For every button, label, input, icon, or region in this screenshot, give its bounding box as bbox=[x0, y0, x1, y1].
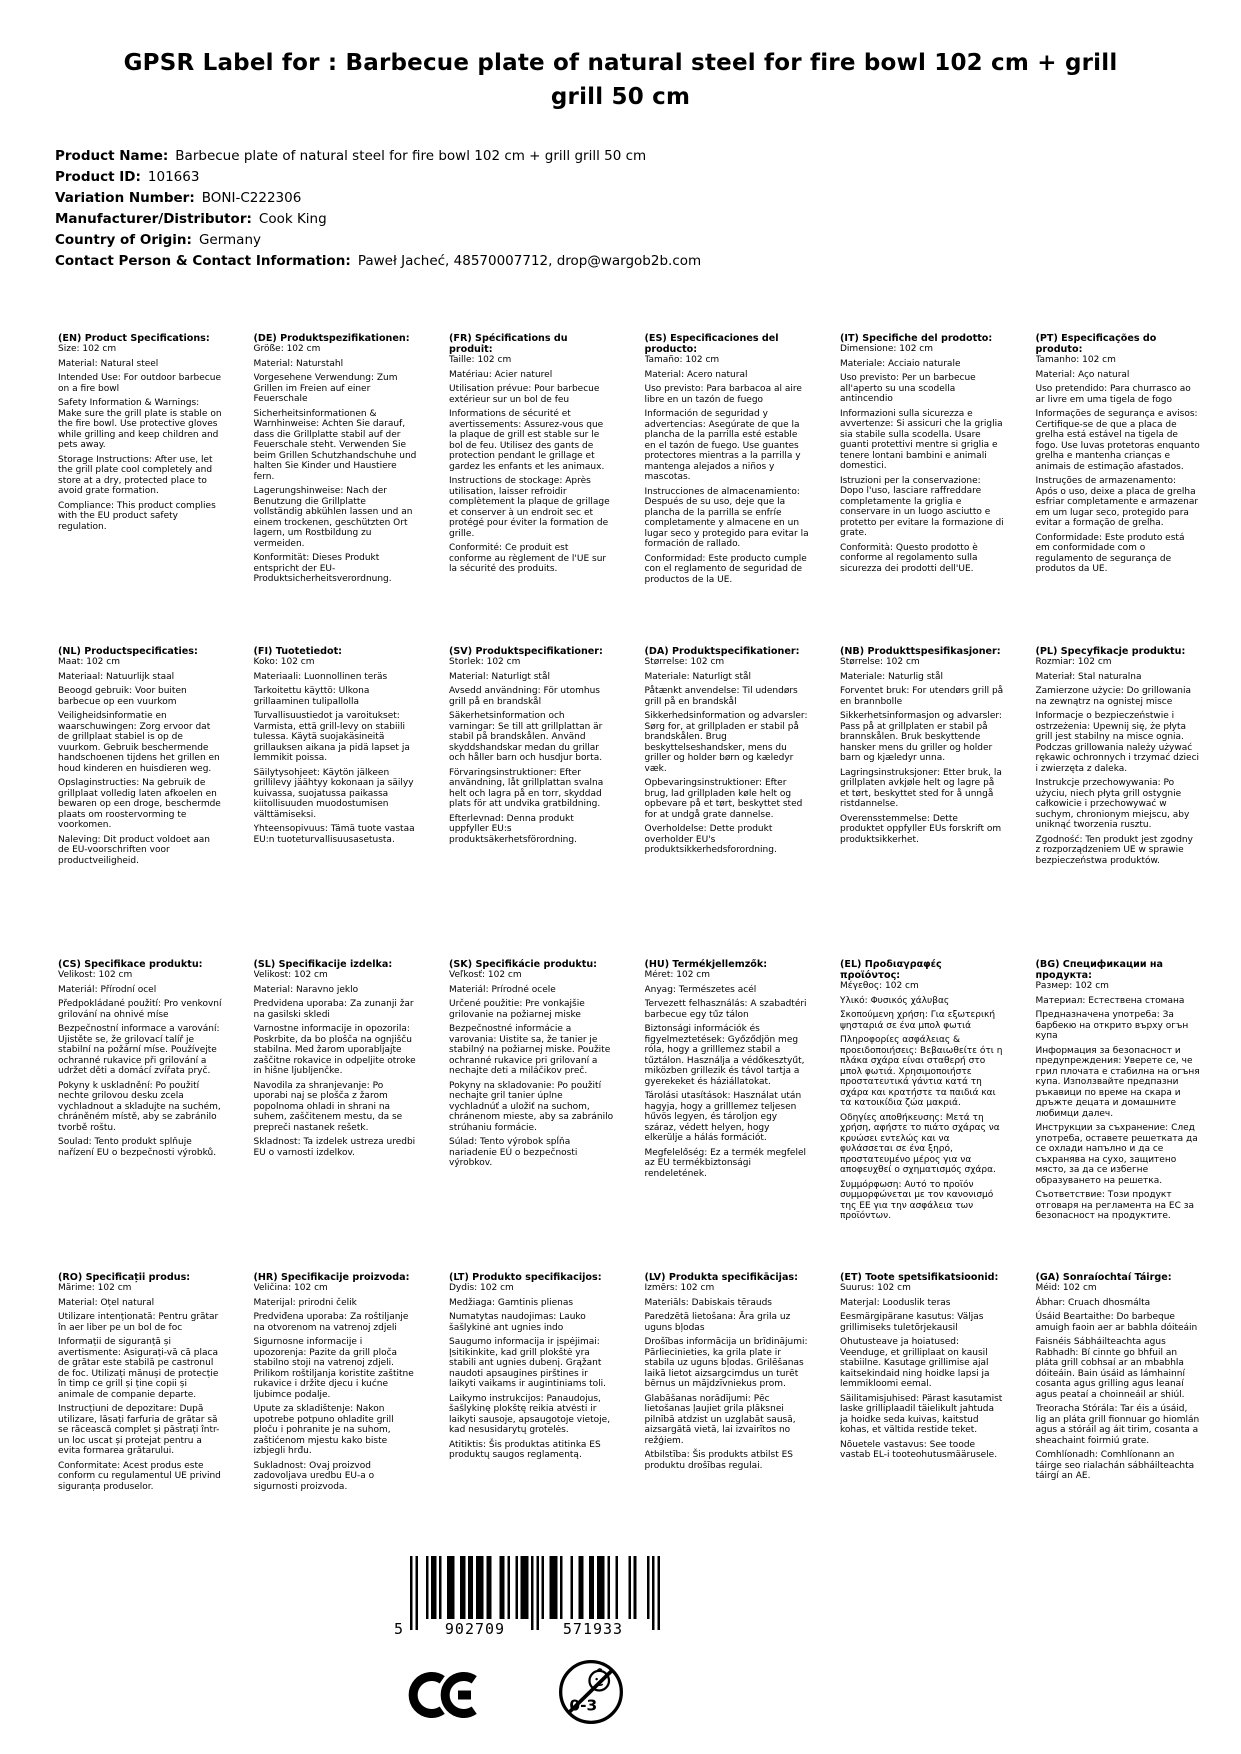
spec-block-da bbox=[645, 646, 810, 959]
spec-paragraph: Soulad: Tento produkt splňuje nařízení EU o bezpečnosti výrobků. bbox=[58, 1137, 217, 1158]
product-id-value: 101663 bbox=[147, 169, 200, 185]
manufacturer-label: Manufacturer/Distributor: bbox=[55, 211, 252, 227]
spec-header-bg: (BG) Спецификации на продукта: bbox=[1035, 959, 1164, 981]
spec-header-lt: (LT) Produkto specifikacijos: bbox=[449, 1272, 602, 1283]
spec-paragraph: Instructions de stockage: Après utilisation, laisser refroidir complètement la plaque de grillage et conserver à un endroit sec et protégé pour éviter la formation de grille. bbox=[449, 476, 610, 539]
spec-paragraph: Информация за безопасност и предупреждения: Уверете се, че грил плочата е стабилна на огъня купа. Използвайте предпазни ръкавици по време на скара и дръжте децата и домашните любимци далеч. bbox=[1035, 1045, 1200, 1119]
spec-paragraph: Materijal: prirodni čelik bbox=[253, 1297, 357, 1308]
spec-paragraph: Yhteensopivuus: Tämä tuote vastaa EU:n tuoteturvallisuusasetusta. bbox=[253, 824, 415, 845]
spec-paragraph: Méid: 102 cm bbox=[1035, 1283, 1097, 1293]
spec-header-fr: (FR) Spécifications du produit: bbox=[449, 333, 568, 355]
spec-block-sk bbox=[449, 959, 614, 1272]
spec-header-et: (ET) Toote spetsifikatsioonid: bbox=[840, 1272, 999, 1283]
spec-paragraph: Rozmiar: 102 cm bbox=[1035, 657, 1112, 667]
spec-paragraph: Bezpečnostní informace a varování: Ujistěte se, že grilovací talíř je stabilní na požární míse. Používejte ochranné rukavice při grilování a udržet děti a domácí zvířata pryč. bbox=[58, 1024, 220, 1076]
spec-paragraph: Numatytas naudojimas: Lauko šašlykinė ant ugnies indo bbox=[449, 1312, 586, 1333]
spec-paragraph: Størrelse: 102 cm bbox=[644, 657, 725, 667]
spec-header-el: (EL) Προδιαγραφές προϊόντος: bbox=[840, 959, 942, 981]
spec-paragraph: Atitiktis: Šis produktas atitinka ES produktų saugos reglamentą. bbox=[449, 1439, 601, 1460]
spec-block-pt bbox=[1036, 333, 1201, 646]
spec-paragraph: Koko: 102 cm bbox=[253, 657, 315, 667]
spec-paragraph: Materiale: Acciaio naturale bbox=[840, 358, 961, 369]
spec-paragraph: Drošības informācija un brīdinājumi: Pārliecinieties, ka grila plate ir stabila uz uguns bļodas. Grilēšanas laikā lietot aizsargcimdus un turēt bērnus un mājdzīvniekus prom. bbox=[644, 1337, 808, 1389]
spec-paragraph: Upute za skladištenje: Nakon upotrebe potpuno ohladite grill ploču i pohranite je na suhom, zaštićenom mjestu kako biste izbjegli hrđu. bbox=[253, 1404, 394, 1456]
spec-header-lv: (LV) Produkta specifikācijas: bbox=[644, 1272, 798, 1283]
ce-mark-icon bbox=[406, 1668, 480, 1722]
spec-paragraph: Påtænkt anvendelse: Til udendørs grill på en brandskål bbox=[644, 686, 798, 707]
product-id-label: Product ID: bbox=[55, 169, 141, 185]
spec-block-ro bbox=[58, 1272, 223, 1585]
spec-paragraph: Compliance: This product complies with the EU product safety regulation. bbox=[58, 500, 216, 532]
spec-paragraph: Opbevaringsinstruktioner: Efter brug, lad grillpladen køle helt og opbevare på et tørt, beskyttet sted for at undgå grate dannelse. bbox=[644, 778, 803, 820]
spec-paragraph: Materiaali: Luonnollinen teräs bbox=[253, 671, 388, 682]
spec-paragraph: Инструкции за съхранение: След употреба, оставете решетката да се охлади напълно и да се съхранява на сухо, защитено място, за да се избегне образуването на решетка. bbox=[1035, 1123, 1198, 1186]
spec-paragraph: Bezpečnostné informácie a varovania: Uistite sa, že tanier je stabilný na požiarnej miske. Použite ochranné rukavice pri grilovaní a nechajte deti a miláčikov preč. bbox=[449, 1024, 611, 1076]
variation-number-row bbox=[55, 188, 1201, 209]
spec-paragraph: Materiał: Stal naturalna bbox=[1035, 671, 1142, 682]
spec-paragraph: Uso previsto: Para barbacoa al aire libre en un tazón de fuego bbox=[644, 384, 802, 405]
spec-paragraph: Navodila za shranjevanje: Po uporabi naj se plošča z žarom popolnoma ohladi in shrani na suhem, zaščitenem mestu, da se prepreči nastanek rešetk. bbox=[253, 1080, 403, 1133]
spec-paragraph: Υλικό: Φυσικός χάλυβας bbox=[840, 995, 950, 1006]
spec-paragraph: Konformität: Dieses Produkt entspricht der EU-Produktsicherheitsverordnung. bbox=[253, 553, 392, 584]
spec-paragraph: Skladnost: Ta izdelek ustreza uredbi EU o varnosti izdelkov. bbox=[253, 1137, 416, 1158]
spec-paragraph: Material: Natural steel bbox=[58, 358, 159, 369]
spec-header-pt: (PT) Especificações do produto: bbox=[1035, 333, 1157, 355]
spec-paragraph: Lagerungshinweise: Nach der Benutzung die Grillplatte vollständig abkühlen lassen und an einem trockenen, geschützten Ort lagern, um Rostbildung zu vermeiden. bbox=[253, 486, 413, 549]
page-title: GPSR Label for : Barbecue plate of natural steel for fire bowl 102 cm + grill grill 50 cm bbox=[123, 50, 1118, 110]
spec-paragraph: Zamierzone użycie: Do grillowania na zewnątrz na ognistej misce bbox=[1035, 686, 1191, 707]
contact-label: Contact Person & Contact Information: bbox=[55, 253, 351, 269]
spec-paragraph: Eesmärgipärane kasutus: Väljas grillimiseks tuletõrjekausil bbox=[840, 1312, 984, 1333]
spec-paragraph: Matériau: Acier naturel bbox=[449, 369, 553, 380]
spec-paragraph: Dydis: 102 cm bbox=[449, 1283, 514, 1293]
spec-paragraph: Material: Aço natural bbox=[1035, 369, 1130, 380]
spec-paragraph: Izmērs: 102 cm bbox=[644, 1283, 715, 1293]
spec-paragraph: Atbilstība: Šis produkts atbilst ES produktu drošības regulai. bbox=[644, 1450, 794, 1471]
spec-header-hu: (HU) Termékjellemzők: bbox=[644, 959, 768, 970]
spec-paragraph: Sukladnost: Ovaj proizvod zadovoljava uredbu EU-a o sigurnosti proizvoda. bbox=[253, 1460, 375, 1492]
manufacturer-row bbox=[55, 209, 1201, 230]
spec-paragraph: Materiál: Přírodní ocel bbox=[58, 984, 157, 995]
product-name-row bbox=[55, 146, 1201, 167]
spec-paragraph: Overensstemmelse: Dette produktet oppfyller EUs forskrift om produktsikkerhet. bbox=[840, 813, 1002, 845]
spec-header-it: (IT) Specifiche del prodotto: bbox=[840, 333, 993, 344]
spec-block-en bbox=[58, 333, 223, 646]
spec-paragraph: Informations de sécurité et avertissements: Assurez-vous que la plaque de grill est stable sur le bol de feu. Utilisez des gants de protection pendant le grillage et gardez les enfants et les animaux. bbox=[449, 409, 605, 472]
spec-paragraph: Utilisation prévue: Pour barbecue extérieur sur un bol de feu bbox=[449, 384, 600, 405]
spec-header-sv: (SV) Produktspecifikationer: bbox=[449, 646, 603, 657]
spec-paragraph: Μέγεθος: 102 cm bbox=[840, 981, 919, 991]
spec-paragraph: Säilitamisjuhised: Pärast kasutamist laske grilliplaadil täielikult jahtuda ja hoidke seda kuivas, kaitstud kohas, et vältida restide teket. bbox=[840, 1393, 1003, 1435]
country-of-origin-label: Country of Origin: bbox=[55, 232, 192, 248]
spec-block-es bbox=[645, 333, 810, 646]
spec-header-ga: (GA) Sonraíochtaí Táirge: bbox=[1035, 1272, 1172, 1283]
spec-paragraph: Размер: 102 cm bbox=[1035, 981, 1109, 991]
spec-paragraph: Opslaginstructies: Na gebruik de grillplaat volledig laten afkoelen en bewaren op een droge, beschermde plaats om roostervorming te voorkomen. bbox=[58, 778, 221, 830]
spec-paragraph: Material: Oțel natural bbox=[58, 1297, 155, 1308]
spec-paragraph: Mărime: 102 cm bbox=[58, 1283, 132, 1293]
spec-block-it bbox=[840, 333, 1005, 646]
spec-header-nl: (NL) Productspecificaties: bbox=[58, 646, 198, 657]
manufacturer-value: Cook King bbox=[258, 211, 327, 227]
spec-paragraph: Sikkerhetsinformasjon og advarsler: Pass på at grillplaten er stabil på brannskålen. Bruk beskyttende hansker mens du griller og holder barn og kjæledyr unna. bbox=[840, 711, 1002, 763]
spec-header-hr: (HR) Specifikacije proizvoda: bbox=[253, 1272, 410, 1283]
spec-block-fi bbox=[254, 646, 419, 959]
spec-paragraph: Materiaal: Natuurlijk staal bbox=[58, 671, 175, 682]
spec-paragraph: Instrukcje przechowywania: Po użyciu, niech płyta grill ostygnie całkowicie i przechowywać w suchym, chronionym miejscu, aby uniknąć tworzenia rusztu. bbox=[1035, 778, 1190, 830]
spec-paragraph: Súlad: Tento výrobok spĺňa nariadenie EÚ o bezpečnosti výrobkov. bbox=[449, 1137, 578, 1168]
product-name-label: Product Name: bbox=[55, 148, 169, 164]
spec-paragraph: Glabāšanas norādījumi: Pēc lietošanas ļaujiet grila plāksnei pilnībā atdzist un uzglabāt sausā, aizsargātā vietā, lai izvairītos no režģiem. bbox=[644, 1393, 796, 1446]
spec-paragraph: Naleving: Dit product voldoet aan de EU-voorschriften voor productveiligheid. bbox=[58, 834, 210, 866]
spec-paragraph: Größe: 102 cm bbox=[253, 344, 321, 354]
spec-paragraph: Pokyny na skladovanie: Po použití nechajte gril tanier úplne vychladnúť a uložiť na suchom, chránenom mieste, aby sa zabránilo strúhaniu formácie. bbox=[449, 1080, 614, 1133]
barcode-digit-right: 571933 bbox=[562, 1620, 624, 1638]
spec-paragraph: Ohutusteave ja hoiatused: Veenduge, et grilliplaat on kausil stabiilne. Kasutage grillimise ajal kaitsekindaid ning hoidke lapsi ja lemmikloomi eemal. bbox=[840, 1337, 990, 1389]
spec-paragraph: Predviđena uporaba: Za roštiljanje na otvorenom na vatrenoj zdjeli bbox=[253, 1312, 409, 1333]
spec-paragraph: Materiāls: Dabiskais tērauds bbox=[644, 1297, 772, 1308]
spec-paragraph: Beoogd gebruik: Voor buiten barbecue op een vuurkom bbox=[58, 686, 187, 707]
spec-paragraph: Størrelse: 102 cm bbox=[840, 657, 920, 667]
spec-block-hr bbox=[254, 1272, 419, 1585]
spec-block-lt bbox=[449, 1272, 614, 1585]
variation-number-value: BONI-C222306 bbox=[201, 190, 302, 206]
spec-paragraph: Saugumo informacija ir įspėjimai: Įsitikinkite, kad grill plokštė yra stabili ant ugnies dubenį. Grąžant naudoti apsaugines pirštines ir laikyti vaikams ir augintiniams toli. bbox=[449, 1337, 607, 1389]
spec-paragraph: Určené použitie: Pre vonkajšie grilovanie na požiarnej miske bbox=[449, 999, 585, 1020]
barcode-digit-left: 902709 bbox=[444, 1620, 506, 1638]
spec-header-sl: (SL) Specifikacije izdelka: bbox=[253, 959, 393, 970]
spec-paragraph: Οδηγίες αποθήκευσης: Μετά τη χρήση, αφήστε το πιάτο σχάρας να κρυώσει εντελώς και να φυλάσσεται σε ένα ξηρό, προστατευμένο μέρος για να αποφευχθεί ο σχηματισμός σχάρα. bbox=[840, 1112, 1000, 1175]
spec-paragraph: Forventet bruk: For utendørs grill på en brannbolle bbox=[840, 686, 1004, 707]
spec-paragraph: Megfelelőség: Ez a termék megfelel az EU termékbiztonsági rendeletének. bbox=[644, 1147, 806, 1179]
spec-paragraph: Material: Naravno jeklo bbox=[253, 984, 359, 995]
spec-block-fr bbox=[449, 333, 614, 646]
spec-paragraph: Förvaringsinstruktioner: Efter användning, låt grillplattan svalna helt och lagra på en torr, skyddad plats för att undvika gratbildning. bbox=[449, 767, 604, 809]
spec-header-pl: (PL) Specyfikacje produktu: bbox=[1035, 646, 1186, 657]
spec-grid bbox=[58, 333, 1200, 1585]
spec-paragraph: Zgodność: Ten produkt jest zgodny z rozporządzeniem UE w sprawie bezpieczeństwa produktów. bbox=[1035, 834, 1193, 866]
spec-paragraph: Veiligheidsinformatie en waarschuwingen: Zorg ervoor dat de grillplaat stabiel is op de vuurkom. Gebruik beschermende handschoenen tijdens het grillen en houd kinderen en huisdieren weg. bbox=[58, 711, 220, 774]
product-id-row bbox=[55, 167, 1201, 188]
spec-paragraph: Säkerhetsinformation och varningar: Se till att grillplattan är stabil på brandskålen. Använd skyddshandskar medan du grillar och håller barn och husdjur borta. bbox=[449, 711, 603, 763]
spec-paragraph: Instruções de armazenamento: Após o uso, deixe a placa de grelha esfriar completamente e armazenar em um lugar seco, protegido para evitar a formação de grelha. bbox=[1035, 476, 1199, 528]
spec-paragraph: Conformidad: Este producto cumple con el reglamento de seguridad de productos de la UE. bbox=[644, 553, 807, 585]
barcode bbox=[394, 1556, 660, 1652]
spec-paragraph: Taille: 102 cm bbox=[449, 355, 512, 365]
spec-paragraph: Medžiaga: Gamtinis plienas bbox=[449, 1297, 574, 1308]
spec-paragraph: Συμμόρφωση: Αυτό το προϊόν συμμορφώνεται με τον κανονισμό της ΕΕ για την ασφάλεια των προϊόντων. bbox=[840, 1179, 994, 1221]
spec-header-nb: (NB) Produkttspesifikasjoner: bbox=[840, 646, 1001, 657]
spec-paragraph: Storage Instructions: After use, let the grill plate cool completely and store at a dry, protected place to avoid grate formation. bbox=[58, 454, 213, 496]
spec-block-bg bbox=[1036, 959, 1201, 1272]
spec-paragraph: Pokyny k uskladnění: Po použití nechte grilovou desku zcela vychladnout a skladujte na suchém, chráněném místě, aby se zabránilo tvorbě roštu. bbox=[58, 1080, 221, 1133]
spec-paragraph: Säilytysohjeet: Käytön jälkeen grillilevy jäähtyy kokonaan ja säilyy kuivassa, suojatussa paikassa kiitollisuuden muodostumisen välttämiseksi. bbox=[253, 767, 414, 820]
spec-paragraph: Méret: 102 cm bbox=[644, 970, 711, 980]
age-warning-icon bbox=[556, 1656, 626, 1728]
spec-paragraph: Material: Acero natural bbox=[644, 369, 748, 380]
spec-paragraph: Utilizare intenționată: Pentru grătar în aer liber pe un bol de foc bbox=[58, 1312, 219, 1333]
product-name-value: Barbecue plate of natural steel for fire bowl 102 cm + grill grill 50 cm bbox=[175, 148, 647, 164]
spec-paragraph: Safety Information & Warnings: Make sure the grill plate is stable on the fire bowl. Use protective gloves while grilling and keep children and pets away. bbox=[58, 398, 222, 450]
spec-paragraph: Material: Naturstahl bbox=[253, 358, 344, 369]
spec-paragraph: Nõuetele vastavus: See toode vastab EL-i tooteohutusmäärusele. bbox=[840, 1439, 998, 1460]
spec-paragraph: Istruzioni per la conservazione: Dopo l'uso, lasciare raffreddare completamente la griglia e conservare in un luogo asciutto e protetto per evitare la formazione di grate. bbox=[840, 475, 1004, 538]
spec-paragraph: Velikost: 102 cm bbox=[253, 970, 328, 980]
spec-header-fi: (FI) Tuotetiedot: bbox=[253, 646, 342, 657]
spec-paragraph: Intended Use: For outdoor barbecue on a fire bowl bbox=[58, 373, 221, 394]
spec-block-pl bbox=[1036, 646, 1201, 959]
spec-paragraph: Anyag: Természetes acél bbox=[644, 984, 757, 995]
spec-paragraph: Treoracha Stórála: Tar éis a úsáid, lig an pláta grill fionnuar go hiomlán agus a stóráil ag áit tirim, cosanta a sheachaint foirmiú grate. bbox=[1035, 1404, 1200, 1446]
spec-paragraph: Πληροφορίες ασφάλειας & προειδοποιήσεις: Βεβαιωθείτε ότι η πλάκα σχάρα είναι σταθερή στο μπολ φωτιά. Χρησιμοποιήστε προστατευτικά γάντια κατά τη σχάρα και κρατήστε τα παιδιά και τα κατοικίδια ζώα μακριά. bbox=[840, 1035, 1003, 1108]
spec-paragraph: Conformité: Ce produit est conforme au règlement de l'UE sur la sécurité des produits. bbox=[449, 543, 607, 574]
spec-header-da: (DA) Produktspecifikationer: bbox=[644, 646, 800, 657]
contact-row bbox=[55, 251, 1201, 272]
spec-paragraph: Laikymo instrukcijos: Panaudojus, šašlykinę plokštę reikia atvėsti ir laikyti sausoje, apsaugotoje vietoje, kad nesusidarytų grotelės. bbox=[449, 1393, 611, 1435]
spec-header-sk: (SK) Špecifikácie produktu: bbox=[449, 959, 598, 970]
contact-value: Paweł Jacheć, 48570007712, drop@wargob2b.com bbox=[357, 253, 702, 269]
spec-paragraph: Size: 102 cm bbox=[58, 344, 117, 354]
spec-paragraph: Úsáid Beartaithe: Do barbeque amuigh faoin aer ar babhla dóiteáin bbox=[1035, 1312, 1198, 1333]
spec-paragraph: Tarkoitettu käyttö: Ulkona grillaaminen tulipallolla bbox=[253, 686, 370, 707]
spec-block-de bbox=[254, 333, 419, 646]
spec-block-el bbox=[840, 959, 1005, 1272]
spec-paragraph: Faisnéis Sábháilteachta agus Rabhadh: Bí cinnte go bhfuil an pláta grill cobhsaí ar an mbabhla dóiteáin. Bain úsáid as lámhainní cosanta agus grilling agus leanaí agus peataí a choinneáil ar shiúl. bbox=[1035, 1337, 1185, 1400]
spec-paragraph: Materiale: Naturligt stål bbox=[644, 671, 752, 682]
spec-block-cs bbox=[58, 959, 223, 1272]
spec-paragraph: Sigurnosne informacije i upozorenja: Pazite da grill ploča stabilno stoji na vatrenoj zdjeli. Prilikom roštiljanja koristite zaštitne rukavice i držite djecu i kućne ljubimce podalje. bbox=[253, 1337, 414, 1400]
spec-paragraph: Instrucțiuni de depozitare: După utilizare, lăsați farfuria de grătar să se răcească complet și păstrați într-un loc uscat și protejat pentru a evita formarea grătarului. bbox=[58, 1404, 220, 1456]
spec-paragraph: Suurus: 102 cm bbox=[840, 1283, 911, 1293]
spec-paragraph: Vorgesehene Verwendung: Zum Grillen im Freien auf einer Feuerschale bbox=[253, 373, 398, 404]
spec-paragraph: Materiál: Prírodné ocele bbox=[449, 984, 556, 995]
spec-paragraph: Lagringsinstruksjoner: Etter bruk, la grillplaten avkjøle helt og lagre på et tørt, beskyttet sted for å unngå ristdannelse. bbox=[840, 767, 1002, 809]
spec-header-es: (ES) Especificaciones del producto: bbox=[644, 333, 779, 355]
spec-block-et bbox=[840, 1272, 1005, 1585]
spec-paragraph: Paredzētā lietošana: Āra grila uz uguns bļodas bbox=[644, 1312, 791, 1333]
spec-paragraph: Dimensione: 102 cm bbox=[840, 344, 934, 354]
spec-paragraph: Съответствие: Този продукт отговаря на регламента на ЕС за безопасност на продуктите. bbox=[1035, 1190, 1195, 1221]
spec-paragraph: Predvidena uporaba: Za zunanji žar na gasilski skledi bbox=[253, 999, 414, 1020]
spec-paragraph: Veličina: 102 cm bbox=[253, 1283, 328, 1293]
spec-paragraph: Comhlíonadh: Comhlíonann an táirge seo rialachán sábháilteachta táirgí an AE. bbox=[1035, 1450, 1195, 1481]
spec-paragraph: Uso pretendido: Para churrasco ao ar livre em uma tigela de fogo bbox=[1035, 384, 1191, 405]
spec-paragraph: Material: Naturligt stål bbox=[449, 671, 550, 682]
spec-paragraph: Материал: Естествена стомана bbox=[1035, 995, 1185, 1006]
spec-paragraph: Informações de segurança e avisos: Certifique-se de que a placa de grelha está estável na tigela de fogo. Use luvas protetoras enquanto grelha e mantenha crianças e animais de estimação afastados. bbox=[1035, 409, 1200, 472]
spec-block-lv bbox=[645, 1272, 810, 1585]
spec-paragraph: Předpokládané použití: Pro venkovní grilování na ohnivé míse bbox=[58, 999, 222, 1020]
spec-header-cs: (CS) Specifikace produktu: bbox=[58, 959, 203, 970]
spec-paragraph: Σκοπούμενη χρήση: Για εξωτερική ψησταριά σε ένα μπολ φωτιά bbox=[840, 1010, 996, 1031]
country-of-origin-value: Germany bbox=[198, 232, 261, 248]
spec-paragraph: Conformidade: Este produto está em conformidade com o regulamento de segurança de produtos da UE. bbox=[1035, 532, 1185, 574]
spec-paragraph: Informații de siguranță și avertismente: Asigurați-vă că placa de grătar este stabilă pe castronul de foc. Utilizați mănuși de protecție în timp ce grill și ține copii și animale de companie departe. bbox=[58, 1337, 219, 1400]
spec-paragraph: Informazioni sulla sicurezza e avvertenze: Si assicuri che la griglia sia stabile sulla scodella. Usare guanti protettivi mentre si griglia e tenere lontani bambini e animali domestici. bbox=[840, 408, 1003, 471]
spec-paragraph: Avsedd användning: För utomhus grill på en brandskål bbox=[449, 686, 600, 707]
spec-header-ro: (RO) Specificații produs: bbox=[58, 1272, 191, 1283]
spec-paragraph: Materjal: Looduslik teras bbox=[840, 1297, 951, 1308]
spec-paragraph: Tervezett felhasználás: A szabadtéri barbecue egy tűz tálon bbox=[644, 999, 807, 1020]
spec-block-ga bbox=[1036, 1272, 1201, 1585]
spec-block-nb bbox=[840, 646, 1005, 959]
spec-block-hu bbox=[645, 959, 810, 1272]
spec-paragraph: Предназначена употреба: За барбекю на открито върху огън купа bbox=[1035, 1010, 1189, 1041]
spec-paragraph: Veľkosť: 102 cm bbox=[449, 970, 522, 980]
spec-paragraph: Información de seguridad y advertencias: Asegúrate de que la plancha de la parrilla esté estable en el tazón de fuego. Use guantes protectores mientras a la parrilla y mantenga alejados a niños y mascotas. bbox=[644, 409, 801, 482]
spec-paragraph: Overholdelse: Dette produkt overholder EU's produktsikkerhedsforordning. bbox=[644, 824, 777, 855]
spec-paragraph: Turvallisuustiedot ja varoitukset: Varmista, että grill-levy on stabiili tulessa. Käytä suojakäsineitä grillauksen aikana ja pidä lapset ja lemmikit poissa. bbox=[253, 711, 410, 763]
spec-paragraph: Efterlevnad: Denna produkt uppfyller EU:s produktsäkerhetsförordning. bbox=[449, 813, 577, 845]
spec-paragraph: Instrucciones de almacenamiento: Después de su uso, deje que la plancha de la parrilla se enfríe completamente y almacene en un lugar seco y protegido para evitar la formación de rallado. bbox=[644, 486, 809, 549]
spec-header-de: (DE) Produktspezifikationen: bbox=[253, 333, 410, 344]
variation-number-label: Variation Number: bbox=[55, 190, 195, 206]
spec-paragraph: Sicherheitsinformationen & Warnhinweise: Achten Sie darauf, dass die Grillplatte stabil auf der Feuerschale steht. Verwenden Sie beim Grillen Schutzhandschuhe und halten Sie Kinder und Haustiere fern. bbox=[253, 408, 417, 482]
country-of-origin-row bbox=[55, 230, 1201, 251]
spec-paragraph: Sikkerhedsinformation og advarsler: Sørg for, at grillpladen er stabil på brandskålen. Brug beskyttelseshandsker, mens du griller og holder børn og kæledyr væk. bbox=[644, 711, 808, 774]
age-warning-label: 0-3 bbox=[569, 1696, 598, 1715]
spec-paragraph: Varnostne informacije in opozorila: Poskrbite, da bo plošča na ognjišču stabilna. Med žarom uporabljajte zaščitne rokavice in odpeljite otroke in hišne ljubljenčke. bbox=[253, 1024, 416, 1076]
spec-paragraph: Materiale: Naturlig stål bbox=[840, 671, 943, 682]
spec-paragraph: Tamaño: 102 cm bbox=[644, 355, 720, 365]
spec-paragraph: Storlek: 102 cm bbox=[449, 657, 521, 667]
spec-paragraph: Velikost: 102 cm bbox=[58, 970, 133, 980]
spec-paragraph: Conformità: Questo prodotto è conforme al regolamento sulla sicurezza dei prodotti dell'UE. bbox=[840, 542, 978, 574]
spec-block-sv bbox=[449, 646, 614, 959]
spec-paragraph: Ábhar: Cruach dhosmálta bbox=[1035, 1297, 1151, 1308]
barcode-digit-lead: 5 bbox=[394, 1620, 405, 1638]
spec-paragraph: Tamanho: 102 cm bbox=[1035, 355, 1116, 365]
spec-paragraph: Informacje o bezpieczeństwie i ostrzeżenia: Upewnij się, że płyta grill jest stabilny na misce ognia. Podczas grillowania należy używać rękawic ochronnych i trzymać dzieci i zwierzęta z daleka. bbox=[1035, 711, 1200, 774]
spec-paragraph: Conformitate: Acest produs este conform cu regulamentul UE privind siguranța produselor. bbox=[58, 1460, 221, 1492]
product-info bbox=[55, 146, 1201, 272]
spec-block-sl bbox=[254, 959, 419, 1272]
spec-paragraph: Uso previsto: Per un barbecue all'aperto su una scodella antincendio bbox=[840, 373, 976, 404]
spec-header-en: (EN) Product Specifications: bbox=[58, 333, 210, 344]
spec-block-nl bbox=[58, 646, 223, 959]
spec-paragraph: Tárolási utasítások: Használat után hagyja, hogy a grilllemez teljesen hűvös legyen, és tároljon egy száraz, védett helyen, hogy elkerülje a hálás formációt. bbox=[644, 1091, 802, 1143]
spec-paragraph: Maat: 102 cm bbox=[58, 657, 120, 667]
spec-paragraph: Biztonsági információk és figyelmeztetések: Győződjön meg róla, hogy a grilllemez stabil a tűztálon. Használja a védőkesztyűt, miközben grillezik és távol tartja a gyerekeket és háziállatokat. bbox=[644, 1024, 805, 1087]
